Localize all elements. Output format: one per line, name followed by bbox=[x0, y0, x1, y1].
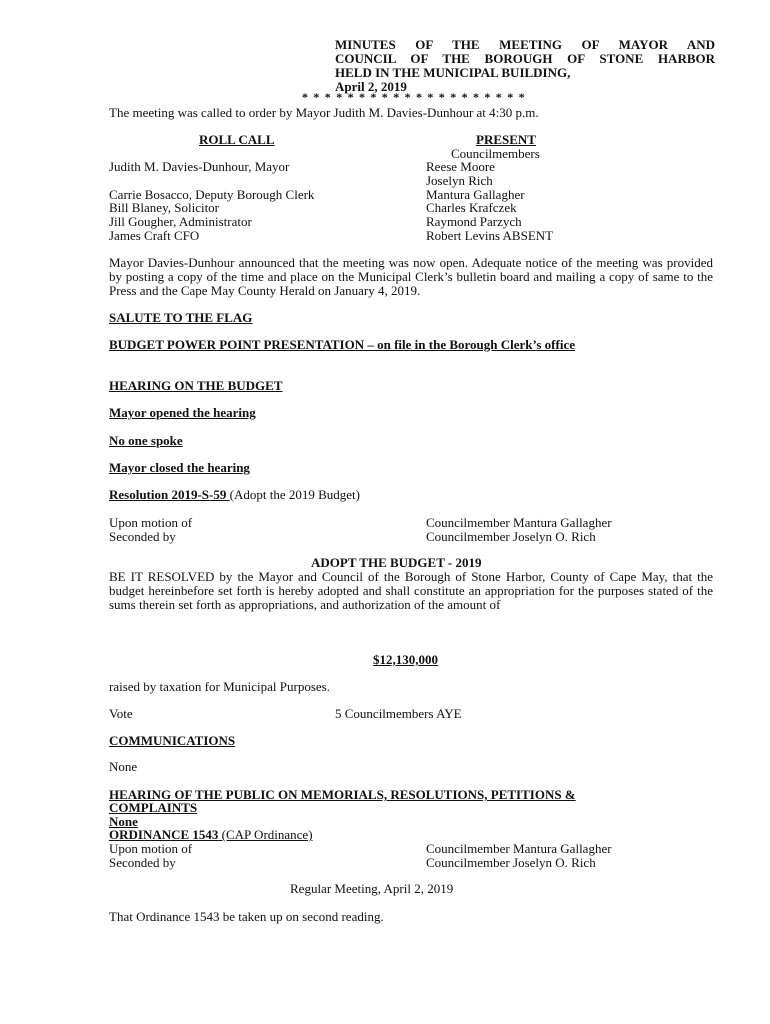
ordinance-motion-value: Councilmember Mantura Gallagher bbox=[426, 841, 612, 856]
roll-call-heading: ROLL CALL bbox=[199, 132, 275, 147]
ordinance-description: (CAP Ordinance) bbox=[218, 827, 313, 842]
roll-call-mayor: Judith M. Davies-Dunhour, Mayor bbox=[109, 159, 290, 174]
resolution-motion-label: Upon motion of bbox=[109, 515, 193, 530]
present-member: Joselyn Rich bbox=[426, 173, 493, 188]
call-to-order: The meeting was called to order by Mayor Judith M. Davies-Dunhour at 4:30 p.m. bbox=[109, 105, 539, 120]
roll-call-staff-item: Carrie Bosacco, Deputy Borough Clerk bbox=[109, 187, 315, 202]
ordinance-motion-label: Upon motion of bbox=[109, 841, 193, 856]
communications-none: None bbox=[109, 759, 138, 774]
mayor-closed: Mayor closed the hearing bbox=[109, 460, 250, 475]
ordinance-seconded-value: Councilmember Joselyn O. Rich bbox=[426, 855, 596, 870]
resolution-body: BE IT RESOLVED by the Mayor and Council of the Borough of Stone Harbor, County of Cape May, that the budget hereinbefore set forth is hereby adopted and shall constitute an appropriation for the purposes stated of the sums therein set forth as appropriations, and authorization of the amount of bbox=[109, 569, 713, 612]
header-line-3: HELD IN THE MUNICIPAL BUILDING, bbox=[335, 65, 571, 80]
roll-call-staff-item: James Craft CFO bbox=[109, 228, 200, 243]
header-date: April 2, 2019 bbox=[335, 79, 407, 94]
resolution-line bbox=[109, 488, 360, 502]
budget-amount: $12,130,000 bbox=[373, 652, 438, 667]
mayor-opened: Mayor opened the hearing bbox=[109, 405, 256, 420]
notice-paragraph: Mayor Davies-Dunhour announced that the meeting was now open. Adequate notice of the meeting was provided by posting a copy of the time and place on the Municipal Clerk’s bulletin board and mailing a copy of same to the Press and the Cape May County Herald on January 4, 2019. bbox=[109, 255, 713, 298]
header-separator: * * * * * * * * * * * * * * * * * * * * bbox=[302, 90, 526, 104]
no-one-spoke: No one spoke bbox=[109, 433, 183, 448]
hearing-public-heading-line-1: HEARING OF THE PUBLIC ON MEMORIALS, RESOLUTIONS, PETITIONS & bbox=[109, 787, 576, 802]
resolution-seconded-label: Seconded by bbox=[109, 529, 176, 544]
present-heading: PRESENT bbox=[476, 132, 536, 147]
present-member: Robert Levins ABSENT bbox=[426, 228, 554, 243]
header-line-1: MINUTES OF THE MEETING OF MAYOR AND bbox=[335, 37, 715, 52]
present-member: Reese Moore bbox=[426, 159, 495, 174]
resolution-description: (Adopt the 2019 Budget) bbox=[229, 487, 360, 502]
resolution-label: Resolution 2019-S-59 bbox=[109, 487, 230, 502]
present-member: Mantura Gallagher bbox=[426, 187, 525, 202]
header-line-2: COUNCIL OF THE BOROUGH OF STONE HARBOR bbox=[335, 51, 715, 66]
roll-call-staff-item: Jill Gougher, Administrator bbox=[109, 214, 252, 229]
resolution-motion-value: Councilmember Mantura Gallagher bbox=[426, 515, 612, 530]
hearing-public-heading-line-2: COMPLAINTS bbox=[109, 800, 198, 815]
vote-label: Vote bbox=[109, 706, 133, 721]
present-member: Raymond Parzych bbox=[426, 214, 522, 229]
councilmembers-subheading: Councilmembers bbox=[451, 146, 540, 161]
communications-heading: COMMUNICATIONS bbox=[109, 733, 236, 748]
raised-by-taxation: raised by taxation for Municipal Purposes. bbox=[109, 679, 330, 694]
present-member: Charles Krafczek bbox=[426, 200, 517, 215]
hearing-budget-heading: HEARING ON THE BUDGET bbox=[109, 378, 283, 393]
document-header bbox=[335, 38, 715, 94]
running-header: Regular Meeting, April 2, 2019 bbox=[290, 881, 454, 896]
roll-call-staff-item: Bill Blaney, Solicitor bbox=[109, 200, 220, 215]
second-reading: That Ordinance 1543 be taken up on second reading. bbox=[109, 909, 384, 924]
resolution-seconded-value: Councilmember Joselyn O. Rich bbox=[426, 529, 596, 544]
vote-value: 5 Councilmembers AYE bbox=[335, 706, 462, 721]
ordinance-label: ORDINANCE 1543 bbox=[109, 827, 219, 842]
salute-heading: SALUTE TO THE FLAG bbox=[109, 310, 253, 325]
hearing-public-none: None bbox=[109, 814, 138, 829]
ordinance-seconded-label: Seconded by bbox=[109, 855, 176, 870]
ordinance-line bbox=[109, 828, 313, 842]
budget-presentation-heading: BUDGET POWER POINT PRESENTATION – on file in the Borough Clerk’s office bbox=[109, 337, 575, 352]
adopt-budget-title: ADOPT THE BUDGET - 2019 bbox=[311, 555, 482, 570]
